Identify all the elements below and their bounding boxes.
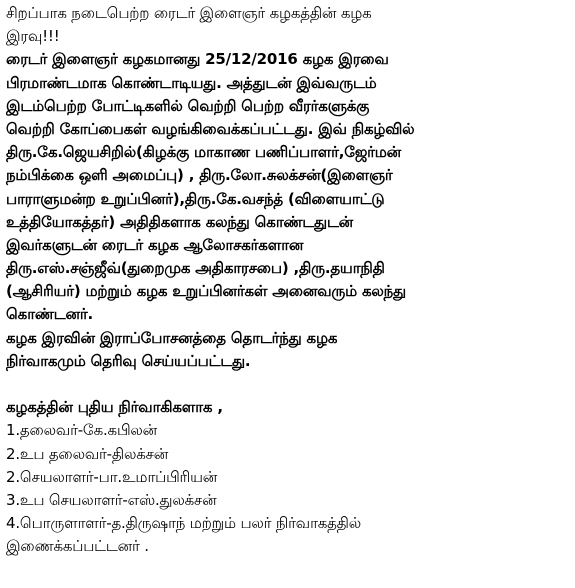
officer-line: 4.பொருளாளர்-த.திருஷாந் மற்றும் பலர் நிர்வாகத்தில்: [6, 514, 362, 533]
article-body-line: ரைடர் இளைஞர் கழகமானது 25/12/2016 கழக இரவை: [6, 50, 389, 69]
article-body-line: திரு.கே.ஜெயசிறில்(கிழக்கு மாகாண பணிப்பாளர்,ஜேர்மன்: [6, 143, 402, 162]
officer-line: 2.உப தலைவர்-திலக்சன்: [6, 444, 169, 463]
article-title-line-1: சிறப்பாக நடைபெற்ற ரைடர் இளைஞர் கழகத்தின் கழக: [6, 4, 372, 22]
officer-line: இணைக்கப்பட்டனர் .: [6, 537, 149, 556]
article-body-line: பாராளுமன்ற உறுப்பினர்),திரு.கே.வசந்த் (விளையாட்டு: [6, 189, 385, 208]
article-body-line: உத்தியோகத்தர்) அதிதிகளாக கலந்து கொண்டதுடன்: [6, 212, 354, 231]
officer-line: 1.தலைவர்-கே.கபிலன்: [6, 421, 158, 440]
article-body-line: வெற்றி கோப்பைகள் வழங்கிவைக்கப்பட்டது. இவ் நிகழ்வில்: [6, 119, 415, 138]
article-body-line: நிர்வாகமும் தெரிவு செய்யப்பட்டது.: [6, 351, 251, 370]
officer-line: 3.உப செயலாளர்-எஸ்.துலக்சன்: [6, 490, 217, 509]
article-body-line: கொண்டனர்.: [6, 305, 94, 324]
article-body-line: கழக இரவின் இராப்போசனத்தை தொடர்ந்து கழக: [6, 328, 338, 347]
article-body-line: நம்பிக்கை ஒளி அமைப்பு) , திரு.லோ.சுலக்சன்(இளைஞர்: [6, 166, 393, 185]
article-body-line: பிரமாண்டமாக கொண்டாடியது. அத்துடன் இவ்வருடம்: [6, 73, 377, 92]
paragraph-spacer: [6, 373, 569, 396]
article-body-line: திரு.எஸ்.சஞ்ஜீவ்(துறைமுக அதிகாரசபை) ,திரு.தயாநிதி: [6, 259, 385, 278]
officer-line: 2.செயலாளர்-பா.உமாப்பிரியன்: [6, 467, 218, 486]
article-body-line: இவர்களுடன் ரைடர் கழக ஆலோசகர்களான: [6, 235, 304, 254]
officers-heading: கழகத்தின் புதிய நிர்வாகிகளாக ,: [6, 398, 223, 417]
article-body-line: இடம்பெற்ற போட்டிகளில் வெற்றி பெற்ற வீரர்களுக்கு: [6, 96, 370, 115]
article-body-line: (ஆசிரியர்) மற்றும் கழக உறுப்பினர்கள் அனைவரும் கலந்து: [6, 282, 406, 301]
article-title-line-2: இரவு!!!: [6, 27, 60, 46]
